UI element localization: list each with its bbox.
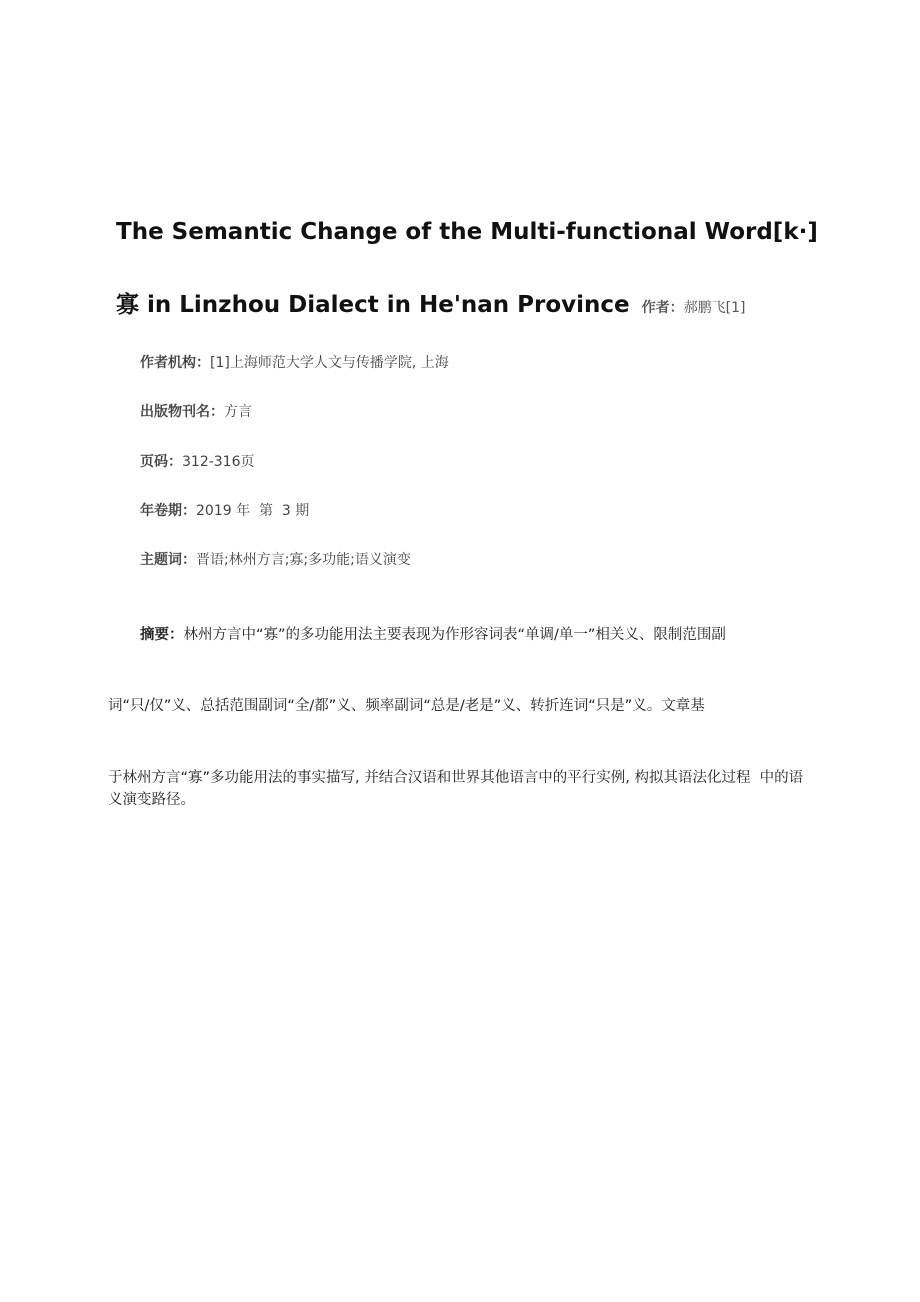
author-label: 作者： (641, 300, 684, 316)
affiliation-label: 作者机构： (140, 355, 210, 371)
author-name: 郝鹏飞[1] (683, 300, 746, 316)
abstract-paragraph-2 (108, 695, 810, 717)
abstract-paragraph-3 (108, 767, 810, 811)
meta-keywords-row (140, 549, 411, 569)
meta-affiliation-row (140, 352, 449, 372)
meta-pages-row (140, 451, 255, 471)
author-info (642, 300, 746, 316)
abstract-text-1: 林州方言中“寡”的多功能用法主要表现为作形容词表“单调/单一”相关义、限制范围副 (183, 627, 726, 643)
meta-journal-row (140, 401, 252, 421)
paper-title-english-part2: 寡 in Linzhou Dialect in He'nan Province (116, 292, 630, 318)
pages-value: 312-316页 (182, 454, 255, 470)
affiliation-value: [1]上海师范大学人文与传播学院, 上海 (210, 355, 449, 371)
volume-value: 2019 年 第 3 期 (196, 503, 310, 519)
journal-value: 方言 (224, 404, 252, 420)
paper-title-line-2 (116, 286, 746, 319)
keywords-label: 主题词： (140, 552, 196, 568)
abstract-paragraph-1 (108, 624, 810, 646)
abstract-text-2: 词“只/仅”义、总括范围副词“全/都”义、频率副词“总是/老是”义、转折连词“只是”义。文章基 (108, 698, 705, 714)
journal-label: 出版物刊名： (140, 404, 224, 420)
abstract-label: 摘要： (140, 627, 184, 643)
paper-title-english-part1: The Semantic Change of the Multi-functional Word[k·] (116, 219, 818, 245)
volume-label: 年卷期： (140, 503, 196, 519)
pages-label: 页码： (140, 454, 182, 470)
keywords-value: 晋语;林州方言;寡;多功能;语义演变 (196, 552, 411, 568)
meta-volume-row (140, 500, 309, 520)
paper-title-line-1 (116, 219, 818, 245)
abstract-text-3: 于林州方言“寡”多功能用法的事实描写, 并结合汉语和世界其他语言中的平行实例, 构拟其语法化过程 中的语义演变路径。 (108, 770, 804, 808)
